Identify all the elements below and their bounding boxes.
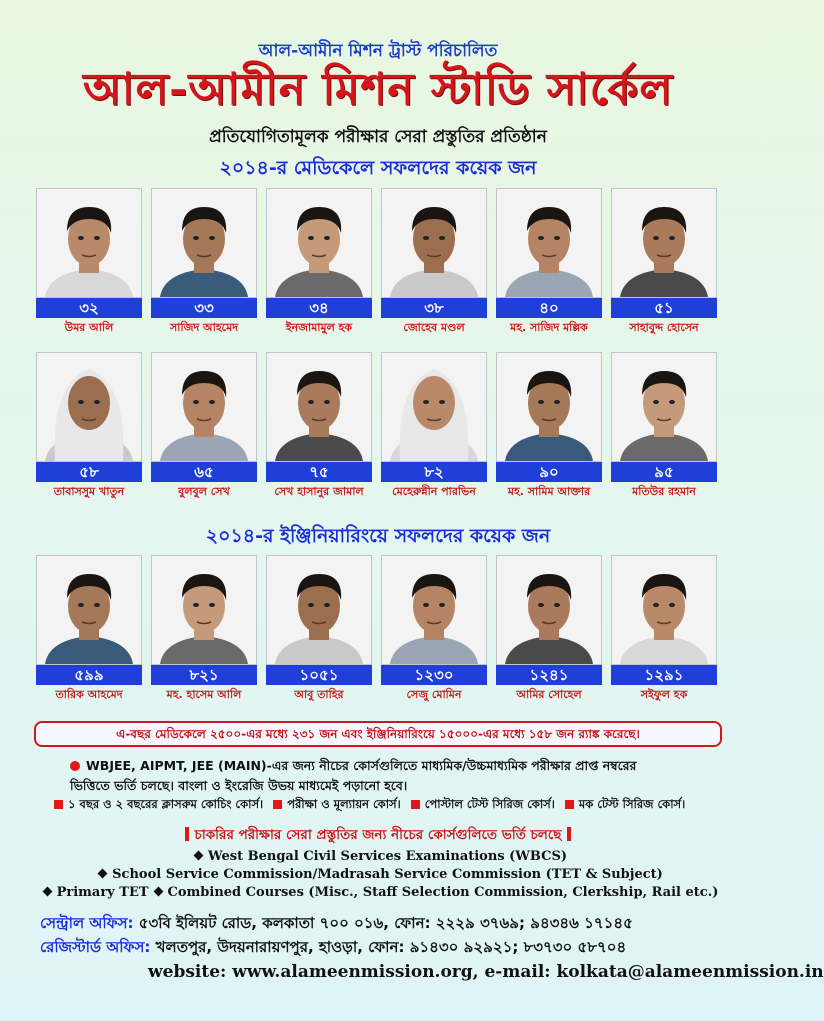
student-rank: ৩২ (36, 298, 142, 318)
student-photo (151, 555, 257, 665)
student-rank: ৭৫ (266, 462, 372, 482)
square-bullet-icon (54, 800, 63, 809)
diamond-icon (194, 851, 204, 861)
central-office (40, 912, 633, 937)
student-name: আবু তাহির (294, 688, 344, 701)
exam-line (0, 849, 756, 864)
student-photo (266, 555, 372, 665)
student-name: সইফুল হক (640, 688, 688, 701)
admission-line-1: WBJEE, AIPMT, JEE (MAIN)-এর জন্য নীচের কোর্সগুলিতে মাধ্যমিক/উচ্চমাধ্যমিক পরীক্ষার প্রাপ্ত নম্বরের (86, 758, 637, 773)
diamond-icon (153, 887, 163, 897)
student-rank: ৫৮ (36, 462, 142, 482)
student-rank: ৯০ (496, 462, 602, 482)
student-rank: ৩৩ (151, 298, 257, 318)
exam-text: School Service Commission/Madrasah Service Commission (TET & Subject) (112, 867, 663, 882)
student-name: বুলবুল সেখ (178, 485, 230, 498)
results-banner: এ-বছর মেডিকেলে ২৫০০-এর মধ্যে ২৩১ জন এবং ইঞ্জিনিয়ারিংয়ে ১৫০০০-এর মধ্যে ১৫৮ জন র‍্যাঙ্ক করেছে। (34, 721, 722, 747)
student-name: সাজিদ আহমেদ (170, 321, 238, 334)
bullet-icon (70, 761, 80, 771)
student-name: আমির সোহেল (516, 688, 582, 701)
jobs-heading-text: চাকরির পরীক্ষার সেরা প্রস্তুতির জন্য নীচের কোর্সগুলিতে ভর্তি চলছে (194, 827, 562, 843)
website-email: website: www.alameenmission.org, e-mail: kolkata@alameenmission.in (148, 962, 824, 982)
bar-icon (185, 827, 189, 841)
course-item: ১ বছর ও ২ বছরের ক্লাসরুম কোচিং কোর্স। (68, 797, 264, 811)
student-name: মহ. হাসেম আলি (166, 688, 242, 701)
student-photo (151, 188, 257, 298)
diamond-icon (42, 887, 52, 897)
student-photo (151, 352, 257, 462)
student-name: উমর আলি (64, 321, 114, 334)
student-photo (266, 188, 372, 298)
student-rank: ৩৪ (266, 298, 372, 318)
student-photo (36, 352, 142, 462)
student-photo (381, 555, 487, 665)
student-photo (381, 352, 487, 462)
exam-text: Combined Courses (Misc., Staff Selection Commission, Clerkship, Rail etc.) (167, 885, 719, 900)
course-list (48, 796, 728, 815)
admission-notice (70, 756, 710, 796)
supertitle: আল-আমীন মিশন ট্রাস্ট পরিচালিত (258, 41, 498, 61)
student-rank: ৩৮ (381, 298, 487, 318)
student-rank: ৪০ (496, 298, 602, 318)
course-item: পোস্টাল টেস্ট সিরিজ কোর্স। (424, 797, 555, 811)
registered-office-address: খলতপুর, উদয়নারায়ণপুর, হাওড়া, ফোন: ৯১৪৩০ ৯২৯২১; ৮৩৭৩০ ৫৮৭০৪ (155, 938, 627, 956)
student-rank: ৮২ (381, 462, 487, 482)
student-name: সাহাবুদ্দ হোসেন (629, 321, 699, 334)
student-rank: ১২৩০ (381, 665, 487, 685)
student-name: জোহেব মণ্ডল (403, 321, 465, 334)
student-photo (496, 352, 602, 462)
student-rank: ৯৫ (611, 462, 717, 482)
bar-icon (567, 827, 571, 841)
student-rank: ৫১ (611, 298, 717, 318)
student-photo (496, 188, 602, 298)
student-rank: ৮২১ (151, 665, 257, 685)
course-item: পরীক্ষা ও মূল্যায়ন কোর্স। (287, 797, 401, 811)
student-name: মেহেরুন্নীন পারভিন (392, 485, 476, 498)
student-rank: ১২৯১ (611, 665, 717, 685)
engineering-heading: ২০১৪-র ইঞ্জিনিয়ারিংয়ে সফলদের কয়েক জন (205, 525, 551, 547)
course-item: মক টেস্ট সিরিজ কোর্স। (578, 797, 686, 811)
student-name: ইনজামামুল হক (285, 321, 353, 334)
student-photo (611, 555, 717, 665)
student-rank: ৫৯৯ (36, 665, 142, 685)
square-bullet-icon (273, 800, 282, 809)
student-rank: ৬৫ (151, 462, 257, 482)
admission-line-2: ভিত্তিতে ভর্তি চলছে। বাংলা ও ইংরেজি উভয় মাধ্যমেই পড়ানো হবে। (70, 778, 408, 793)
tagline: প্রতিযোগিতামূলক পরীক্ষার সেরা প্রস্তুতির প্রতিষ্ঠান (209, 127, 547, 147)
poster-title: আল-আমীন মিশন স্টাডি সার্কেল (83, 64, 673, 115)
exam-text: West Bengal Civil Services Examinations (WBCS) (207, 849, 568, 864)
student-name: মহ. সাজিদ মল্লিক (510, 321, 588, 334)
exam-line (0, 867, 756, 882)
student-name: তাবাসসুম খাতুন (53, 485, 125, 498)
exam-line (0, 885, 756, 900)
student-rank: ১০৫১ (266, 665, 372, 685)
registered-office (40, 936, 626, 961)
registered-office-label: রেজিস্টার্ড অফিস: (40, 938, 151, 956)
student-photo (36, 188, 142, 298)
medical-heading: ২০১৪-র মেডিকেলে সফলদের কয়েক জন (219, 157, 537, 179)
jobs-heading (0, 824, 756, 847)
square-bullet-icon (411, 800, 420, 809)
exam-text: Primary TET (56, 885, 149, 900)
diamond-icon (98, 869, 108, 879)
student-photo (611, 188, 717, 298)
student-photo (36, 555, 142, 665)
student-rank: ১২৪১ (496, 665, 602, 685)
square-bullet-icon (565, 800, 574, 809)
student-name: তারিক আহমেদ (55, 688, 123, 701)
student-photo (381, 188, 487, 298)
student-name: সেখ হাসানুর জামাল (274, 485, 364, 498)
student-name: মহ. সামিম আক্তার (507, 485, 591, 498)
central-office-label: সেন্ট্রাল অফিস: (40, 914, 134, 932)
student-name: মতিউর রহমান (632, 485, 696, 498)
central-office-address: ৫৩বি ইলিয়ট রোড, কলকাতা ৭০০ ০১৬, ফোন: ২২২৯ ৩৭৬৯; ৯৪৩৪৬ ১৭১৪৫ (138, 914, 633, 932)
student-name: সেজু মোমিন (406, 688, 462, 701)
student-photo (496, 555, 602, 665)
student-photo (611, 352, 717, 462)
student-photo (266, 352, 372, 462)
